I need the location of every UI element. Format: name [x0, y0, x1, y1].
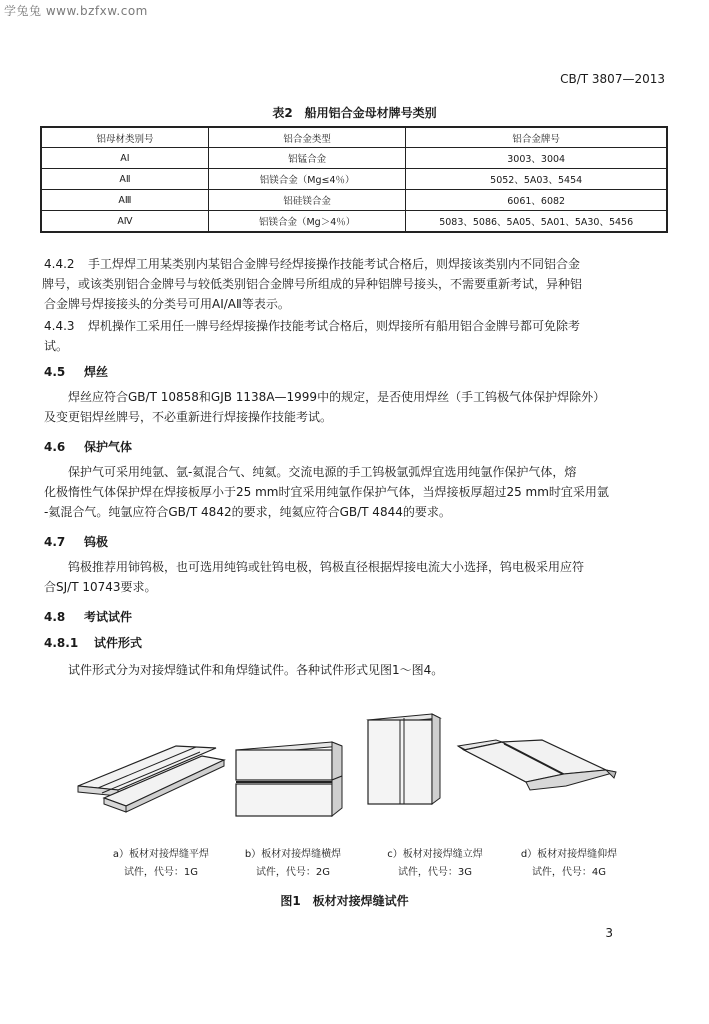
section-heading-4-6: 4.6 保护气体	[44, 440, 133, 454]
table-cell: AⅠ	[41, 148, 208, 169]
paragraph-line: 及变更铝焊丝牌号，不必重新进行焊接操作技能考试。	[44, 410, 333, 424]
standard-number: CB/T 3807—2013	[560, 72, 665, 86]
paragraph-line: 焊机操作工采用任一牌号经焊接操作技能考试合格后，则焊接所有船用铝合金牌号都可免除考	[88, 319, 581, 333]
table-cell: 5083、5086、5A05、5A01、5A30、5456	[406, 211, 667, 233]
table-cell: 6061、6082	[406, 190, 667, 211]
table-caption: 表2 船用铝合金母材牌号类别	[272, 106, 437, 120]
table-header-cell: 铝母材类别号	[41, 127, 208, 148]
figure-caption: 图1 板材对接焊缝试件	[280, 894, 409, 908]
horizontal-butt-weld-specimen-drawing	[234, 736, 354, 826]
table-cell: 铝锰合金	[208, 148, 405, 169]
table-cell: 铝镁合金（Mg≤4％）	[208, 169, 405, 190]
paragraph-line: 焊丝应符合GB/T 10858和GJB 1138A—1999中的规定，是否使用焊丝（手工钨极气体保护焊除外）	[68, 390, 606, 404]
paragraph-line: -氦混合气。纯氩应符合GB/T 4842的要求，纯氦应符合GB/T 4844的要求。	[44, 505, 451, 519]
table-row	[41, 211, 667, 233]
table-row	[41, 169, 667, 190]
page-number: 3	[605, 926, 613, 940]
clause-number: 4.4.3	[44, 319, 75, 333]
section-4-8-1-body	[68, 660, 688, 680]
section-4-4-2	[44, 254, 684, 314]
clause-number: 4.4.2	[44, 257, 75, 271]
section-heading-4-8: 4.8 考试试件	[44, 610, 133, 624]
vertical-butt-weld-specimen-drawing	[366, 712, 446, 812]
paragraph-line: 试。	[44, 339, 69, 353]
table-cell: 3003、3004	[406, 148, 667, 169]
subfigure-caption-a: a）板材对接焊缝平焊 试件，代号：1G	[112, 849, 210, 878]
section-heading-4-5: 4.5 焊丝	[44, 365, 109, 379]
paragraph-line: 试件形式分为对接焊缝试件和角焊缝试件。各种试件形式见图1～图4。	[68, 663, 444, 677]
section-4-7-body	[44, 557, 688, 597]
table-row	[41, 148, 667, 169]
paragraph-line: 手工焊焊工用某类别内某铝合金牌号经焊接操作技能考试合格后，则焊接该类别内不同铝合金	[88, 257, 581, 271]
paragraph-line: 钨极推荐用铈钨极，也可选用纯钨或钍钨电极，钨极直径根据焊接电流大小选择，钨电极采用应符	[68, 560, 585, 574]
flat-butt-weld-specimen-drawing	[76, 736, 226, 816]
table-cell: AⅡ	[41, 169, 208, 190]
section-heading-4-7: 4.7 钨极	[44, 535, 109, 549]
table-header-cell: 铝合金类型	[208, 127, 405, 148]
table-row	[41, 190, 667, 211]
section-4-6-body	[44, 462, 688, 522]
watermark: 学兔兔 www.bzfxw.com	[4, 4, 148, 18]
paragraph-line: 合金牌号焊接接头的分类号可用AⅠ/AⅡ等表示。	[44, 297, 290, 311]
overhead-butt-weld-specimen-drawing	[456, 738, 626, 808]
paragraph-line: 合SJ/T 10743要求。	[44, 580, 157, 594]
table-cell: 铝硅镁合金	[208, 190, 405, 211]
subfigure-caption-c: c）板材对接焊缝立焊 试件，代号：3G	[387, 849, 483, 878]
subfigure-caption-d: d）板材对接焊缝仰焊 试件，代号：4G	[520, 849, 618, 878]
subfigure-caption-b: b）板材对接焊缝横焊 试件，代号：2G	[244, 849, 342, 878]
table-cell: AⅢ	[41, 190, 208, 211]
table-cell: 5052、5A03、5454	[406, 169, 667, 190]
paragraph-line: 化极惰性气体保护焊在焊接板厚小于25 mm时宜采用纯氩作保护气体，当焊接板厚超过25 mm时宜采用氩	[44, 485, 609, 499]
paragraph-line: 牌号，或该类别铝合金牌号与较低类别铝合金牌号所组成的异种铝牌号接头，不需要重新考试，异种铝	[42, 277, 583, 291]
table-cell: AⅣ	[41, 211, 208, 233]
section-heading-4-8-1: 4.8.1 试件形式	[44, 636, 143, 650]
table-header-cell: 铝合金牌号	[406, 127, 667, 148]
section-4-5-body	[44, 387, 688, 427]
aluminum-grade-table	[40, 126, 668, 233]
paragraph-line: 保护气可采用纯氩、氩-氦混合气、纯氦。交流电源的手工钨极氩弧焊宜选用纯氩作保护气体，熔	[68, 465, 577, 479]
table-cell: 铝镁合金（Mg＞4％）	[208, 211, 405, 233]
section-4-4-3	[44, 316, 684, 356]
table-header-row	[41, 127, 667, 148]
